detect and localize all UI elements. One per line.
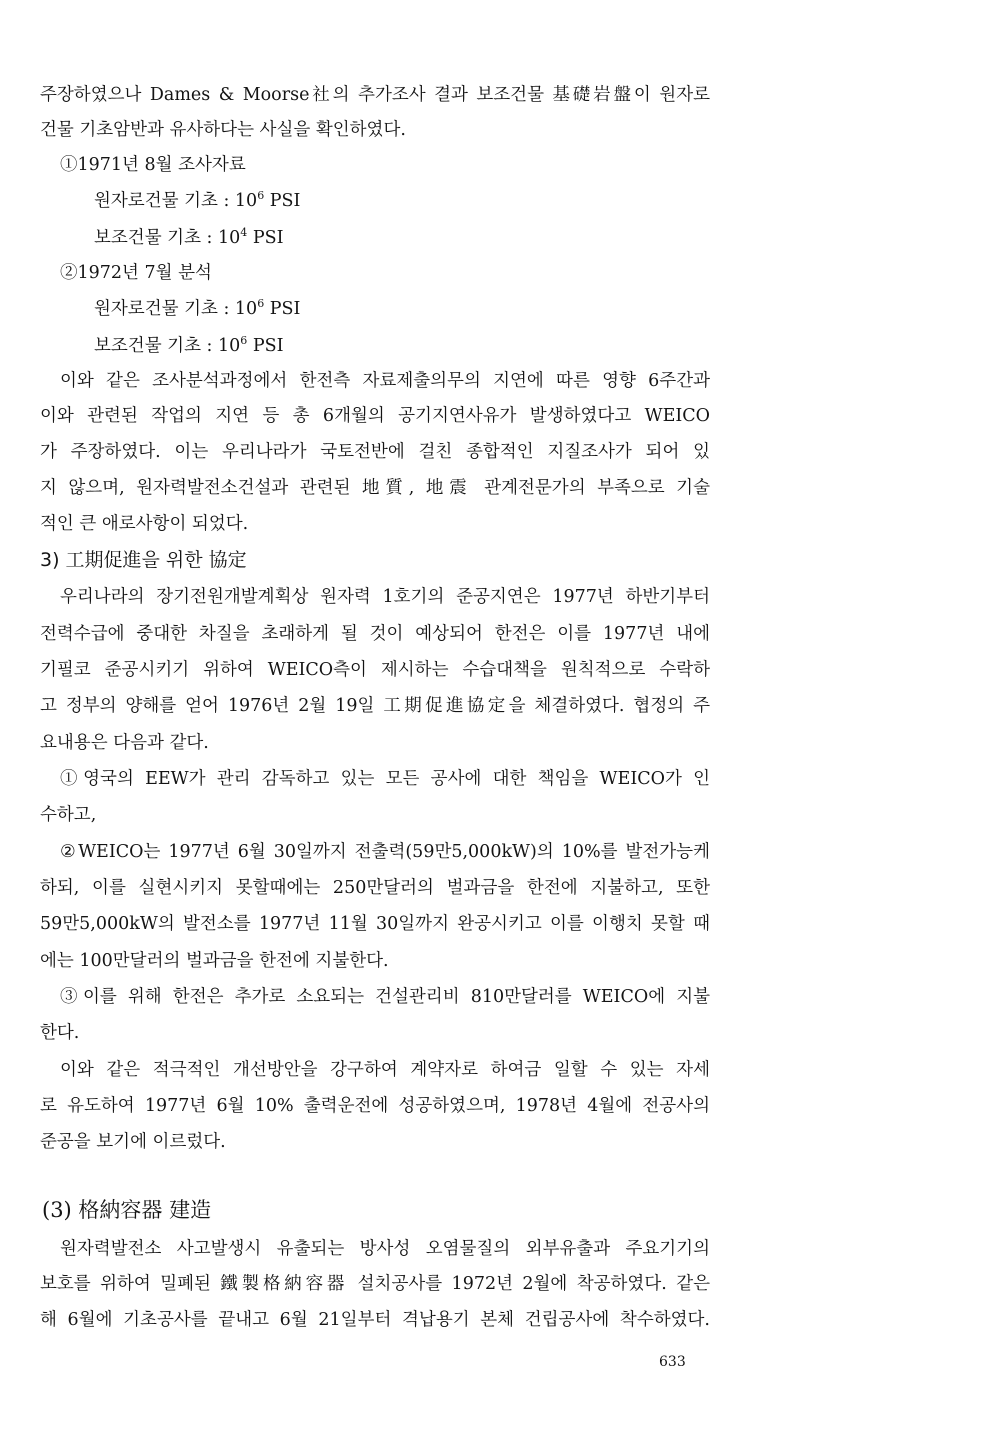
data-label: 보조건물 기초 : xyxy=(94,228,219,248)
list-item-1972: ②1972년 7월 분석 xyxy=(60,263,212,283)
section-heading: (3) 格納容器 建造 xyxy=(42,1198,212,1222)
list-item-2-cont: 59만5,000kW의 발전소를 1977년 11월 30일까지 완공시키고 이를 이행치 못할 때 xyxy=(40,914,710,934)
list-item-2-cont: 하되, 이를 실현시키지 못할때에는 250만달러의 벌과금을 한전에 지불하고, 또한 xyxy=(40,878,710,898)
data-value: 10 xyxy=(218,336,241,356)
body-text-line: 보호를 위하여 밀폐된 鐵製格納容器 설치공사를 1972년 2월에 착공하였다. 같은 xyxy=(40,1274,710,1294)
section-heading: 3) 工期促進을 위한 協定 xyxy=(40,549,247,571)
list-item-1: ①영국의 EEW가 관리 감독하고 있는 모든 공사에 대한 책임을 WEICO가 인 xyxy=(60,769,710,789)
body-text-line: 가 주장하였다. 이는 우리나라가 국토전반에 걸친 종합적인 지질조사가 되어 있 xyxy=(40,442,710,462)
body-text-line: 기필코 준공시키기 위하여 WEICO측이 제시하는 수습대책을 원칙적으로 수락하 xyxy=(40,660,710,680)
body-text-line: 고 정부의 양해를 얻어 1976년 2월 19일 工期促進協定을 체결하였다. 협정의 주 xyxy=(40,696,710,716)
data-unit: PSI xyxy=(264,191,301,211)
body-text-line: 준공을 보기에 이르렀다. xyxy=(40,1132,226,1152)
body-text-line: 이와 같은 적극적인 개선방안을 강구하여 계약자로 하여금 일할 수 있는 자세 xyxy=(60,1060,710,1080)
data-label: 원자로건물 기초 : xyxy=(94,191,235,211)
body-text-line: 이와 같은 조사분석과정에서 한전측 자료제출의무의 지연에 따른 영향 6주간과 xyxy=(60,371,710,391)
data-unit: PSI xyxy=(247,336,284,356)
list-item-2: ②WEICO는 1977년 6월 30일까지 전출력(59만5,000kW)의 10%를 발전가능케 xyxy=(60,842,710,862)
body-text-line: 이와 관련된 작업의 지연 등 총 6개월의 공기지연사유가 발생하였다고 WEICO xyxy=(40,406,710,426)
data-value: 10 xyxy=(218,228,241,248)
data-unit: PSI xyxy=(264,299,301,319)
body-text-line: 주장하였으나 Dames & Moorse社의 추가조사 결과 보조건물 基礎岩盤이 원자로 xyxy=(40,85,710,105)
list-item-1971: ①1971년 8월 조사자료 xyxy=(60,155,246,175)
page-number: 633 xyxy=(659,1354,686,1370)
data-value: 10 xyxy=(234,299,258,319)
body-text-line: 우리나라의 장기전원개발계획상 원자력 1호기의 준공지연은 1977년 하반기부터 xyxy=(60,587,710,607)
data-row xyxy=(94,334,494,358)
body-text-line: 전력수급에 중대한 차질을 초래하게 될 것이 예상되어 한전은 이를 1977년 내에 xyxy=(40,624,710,644)
list-item-1-cont: 수하고, xyxy=(40,805,97,825)
data-row xyxy=(94,189,494,213)
data-exponent: 6 xyxy=(257,297,265,311)
data-unit: PSI xyxy=(247,228,284,248)
body-text-line: 요내용은 다음과 같다. xyxy=(40,733,209,753)
data-exponent: 6 xyxy=(257,189,265,203)
body-text-line: 건물 기초암반과 유사하다는 사실을 확인하였다. xyxy=(40,120,406,140)
list-item-2-cont: 에는 100만달러의 벌과금을 한전에 지불한다. xyxy=(40,951,389,971)
data-label: 원자로건물 기초 : xyxy=(94,299,235,319)
list-item-3: ③이를 위해 한전은 추가로 소요되는 건설관리비 810만달러를 WEICO에 지불 xyxy=(60,987,710,1007)
data-exponent: 6 xyxy=(240,334,248,348)
body-text-line: 적인 큰 애로사항이 되었다. xyxy=(40,514,249,534)
body-text-line: 로 유도하여 1977년 6월 10% 출력운전에 성공하였으며, 1978년 4월에 전공사의 xyxy=(40,1096,710,1116)
data-row xyxy=(94,297,494,321)
data-value: 10 xyxy=(234,191,258,211)
data-exponent: 4 xyxy=(240,226,248,240)
body-text-line: 해 6월에 기초공사를 끝내고 6월 21일부터 격납용기 본체 건립공사에 착수하였다. xyxy=(40,1310,710,1330)
list-item-3-cont: 한다. xyxy=(40,1023,80,1043)
body-text-line: 원자력발전소 사고발생시 유출되는 방사성 오염물질의 외부유출과 주요기기의 xyxy=(60,1239,710,1259)
data-row xyxy=(94,226,494,250)
data-label: 보조건물 기초 : xyxy=(94,336,219,356)
body-text-line: 지 않으며, 원자력발전소건설과 관련된 地質, 地震 관계전문가의 부족으로 기술 xyxy=(40,478,710,498)
